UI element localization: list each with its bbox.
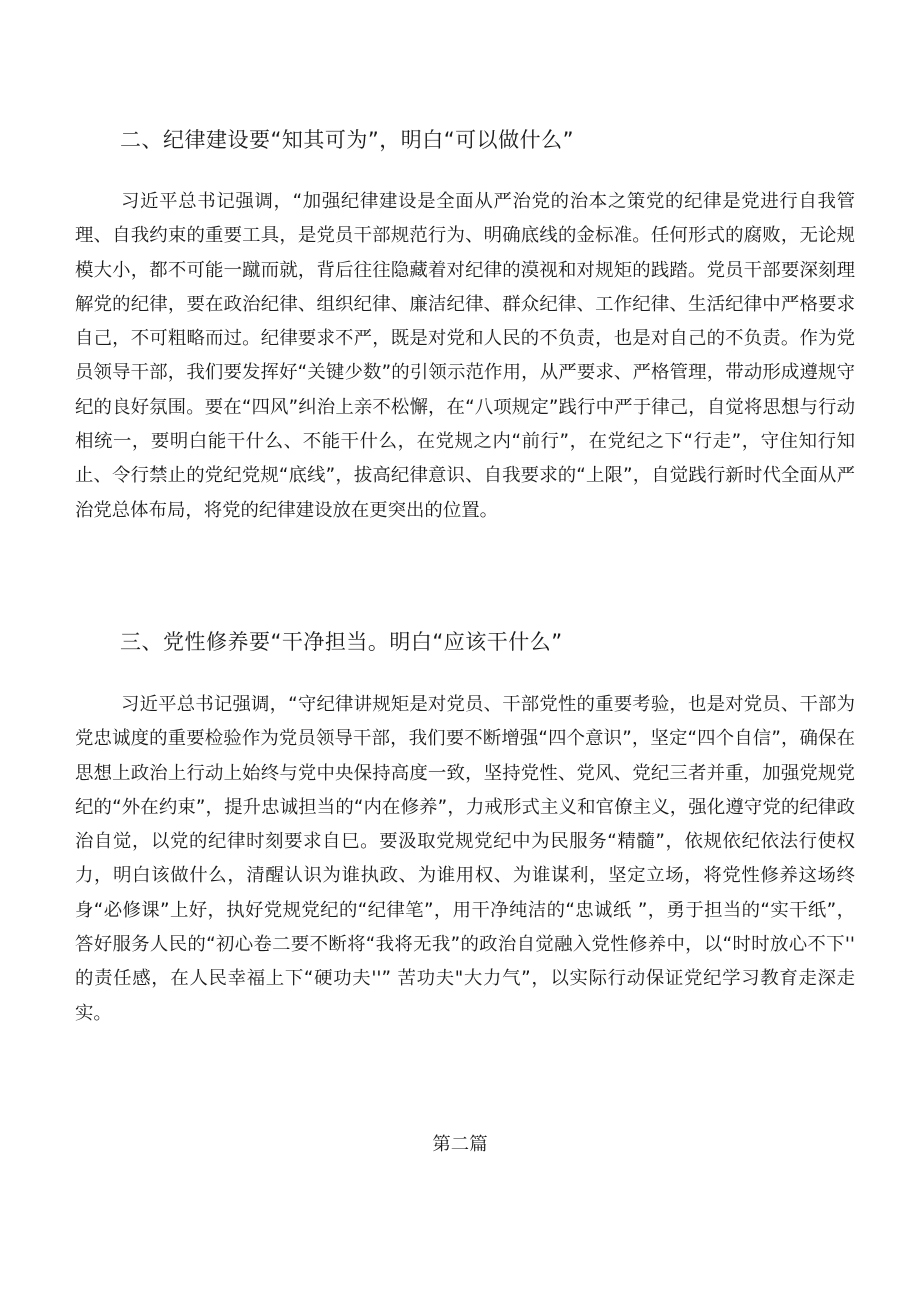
section-paragraph-2: 习近平总书记强调，“加强纪律建设是全面从严治党的治本之策党的纪律是党进行自我管理、自我约束的重要工具，是党员干部规范行为、明确底线的金标准。任何形式的腐败，无论规模大小，都不可能一蹴而就，背后往往隐藏着对纪律的漠视和对规矩的践踏。党员干部要深刻理解党的纪律，要在政治纪律、组织纪律、廉洁纪律、群众纪律、工作纪律、生活纪律中严格要求自己，不可粗略而过。纪律要求不严，既是对党和人民的不负责，也是对自己的不负责。作为党员领导干部，我们要发挥好“关键少数”的引领示范作用，从严要求、严格管理，带动形成遵规守纪的良好氛围。要在“四风”纠治上亲不松懈，在“八项规定”践行中严于律己，自觉将思想与行动相统一，要明白能干什么、不能干什么，在党规之内“前行”，在党纪之下“行走”，守住知行知止、令行禁止的党纪党规“底线”，拔高纪律意识、自我要求的“上限”，自觉践行新时代全面从严治党总体布局，将党的纪律建设放在更突出的位置。 (75, 191, 855, 521)
section-heading-2: 二、纪律建设要“知其可为”，明白“可以做什么” (120, 128, 575, 152)
section-heading-3: 三、党性修养要“干净担当。明白“应该干什么” (120, 630, 563, 654)
section-paragraph-3: 习近平总书记强调，“守纪律讲规矩是对党员、干部党性的重要考验，也是对党员、干部为党忠诚度的重要检验作为党员领导干部，我们要不断增强“四个意识”，坚定“四个自信”，确保在思想上政治上行动上始终与党中央保持高度一致，坚持党性、党风、党纪三者并重，加强党规党纪的“外在约束”，提升忠诚担当的“内在修养”，力戒形式主义和官僚主义，强化遵守党的纪律政治自觉，以党的纪律时刻要求自巳。要汲取党规党纪中为民服务“精髓”，依规依纪依法行使权力，明白该做什么，清醒认识为谁执政、为谁用权、为谁谋利，坚定立场，将党性修养这场终身“必修课”上好，执好党规党纪的“纪律笔”，用干净纯洁的“忠诚纸 ”，勇于担当的“实干纸”，答好服务人民的“初心卷二要不断将“我将无我”的政治自觉融入党性修养中，以“时时放心不下'' 的责任感，在人民幸福上下“硬功夫''” 苦功夫"大力气”，以实际行动保证党纪学习教育走深走实。 (75, 694, 855, 1024)
next-section-title: 第二篇 (432, 1134, 488, 1155)
